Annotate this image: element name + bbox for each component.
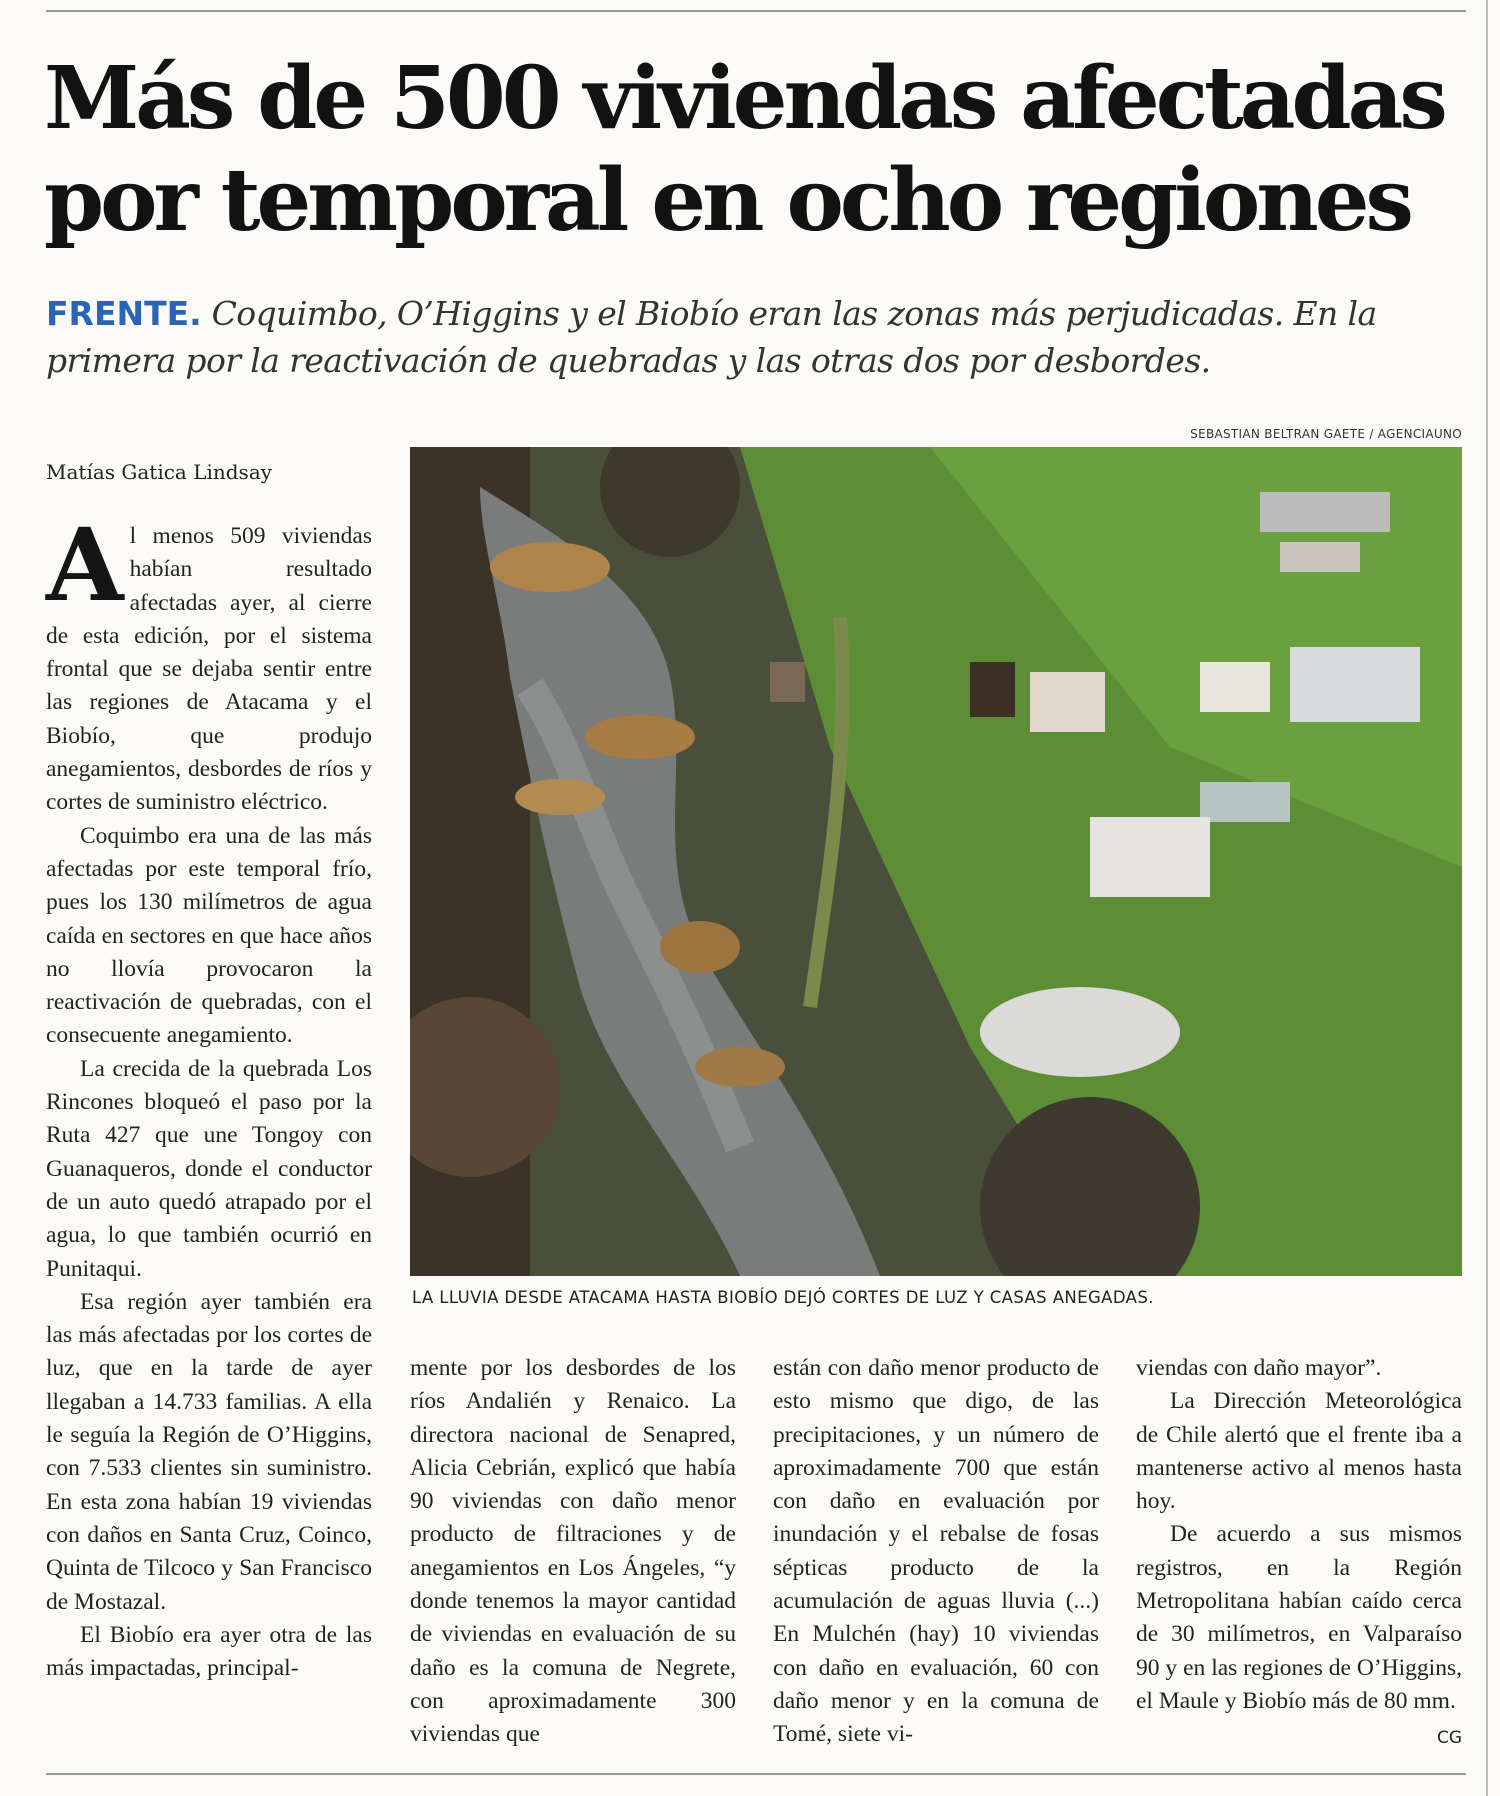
dek-kicker: FRENTE.	[46, 294, 202, 333]
byline: Matías Gatica Lindsay	[46, 460, 273, 484]
end-mark: CG	[1436, 1728, 1462, 1749]
paragraph-2: Coquimbo era una de las más afectadas por este temporal frío, pues los 130 milímetros de agua caída en sectores en que hace años no llovía provocaron la reactivación de quebradas, con el consecuente anegamiento.	[46, 822, 372, 1049]
article-column-3	[773, 1352, 1099, 1752]
column-4-text-c	[1136, 1518, 1462, 1749]
drop-cap: A	[46, 506, 124, 624]
photo-illustration	[410, 447, 1462, 1276]
column-4-text-b: La Dirección Meteorológica de Chile alertó que el frente iba a mantenerse activo al menos hasta hoy.	[1136, 1388, 1462, 1515]
article-column-1	[46, 506, 372, 1685]
dek-text: Coquimbo, O’Higgins y el Biobío eran las zonas más perjudicadas. En la primera por la reactivación de quebradas y las otras dos por desbordes.	[46, 294, 1377, 380]
article-column-4	[1136, 1352, 1462, 1756]
photo-credit: SEBASTIAN BELTRAN GAETE / AGENCIAUNO	[1190, 427, 1462, 441]
paragraph-5: El Biobío era ayer otra de las más impactadas, principal-	[46, 1621, 372, 1682]
column-3-text: están con daño menor producto de esto mismo que digo, de las precipitaciones, y un número de aproximadamente 700 que están con daño en evaluación por inundación y el rebalse de fosas sépticas producto de la acumulación de aguas lluvia (...) En Mulchén (hay) 10 viviendas con daño en evaluación, 60 con daño menor y en la comuna de Tomé, siete vi-	[773, 1355, 1099, 1748]
dek	[46, 290, 1466, 384]
column-2-text: mente por los desbordes de los ríos Andalién y Renaico. La directora nacional de Senapred, Alicia Cebrián, explicó que había 90 viviendas con daño menor producto de filtraciones y de anegamientos en Los Ángeles, “y donde tenemos la mayor cantidad de viviendas en evaluación de su daño es la comuna de Negrete, con aproximadamente 300 viviendas que	[410, 1355, 736, 1748]
headline: Más de 500 viviendas afectadas por temporal en ocho regiones	[44, 48, 1444, 251]
paragraph-1	[46, 506, 372, 820]
page-edge-line	[1486, 0, 1488, 1796]
aerial-flood-photo	[410, 447, 1462, 1276]
paragraph-4: Esa región ayer también era las más afectadas por los cortes de luz, que en la tarde de ayer llegaban a 14.733 familias. A ella le seguía la Región de O’Higgins, con 7.533 clientes sin suministro. En esta zona habían 19 viviendas con daños en Santa Cruz, Coinco, Quinta de Tilcoco y San Francisco de Mostazal.	[46, 1288, 372, 1615]
bottom-rule	[46, 1773, 1466, 1775]
column-4-text-a: viendas con daño mayor”.	[1136, 1355, 1382, 1381]
top-rule	[46, 10, 1466, 12]
article-column-2	[410, 1352, 736, 1752]
column-4-text-c-body: De acuerdo a sus mismos registros, en la Región Metropolitana habían caído cerca de 30 milímetros, en Valparaíso 90 y en las regiones de O’Higgins, el Maule y Biobío más de 80 mm.	[1136, 1521, 1462, 1714]
paragraph-1-text: l menos 509 viviendas habían resultado afectadas ayer, al cierre de esta edición, por el sistema frontal que se dejaba sentir entre las regiones de Atacama y el Biobío, que produjo anegamientos, desbordes de ríos y cortes de suministro eléctrico.	[46, 523, 372, 816]
photo-caption: LA LLUVIA DESDE ATACAMA HASTA BIOBÍO DEJÓ CORTES DE LUZ Y CASAS ANEGADAS.	[412, 1288, 1154, 1307]
paragraph-3: La crecida de la quebrada Los Rincones bloqueó el paso por la Ruta 427 que une Tongoy con Guanaqueros, donde el conductor de un auto quedó atrapado por el agua, lo que también ocurrió en Punitaqui.	[46, 1055, 372, 1282]
